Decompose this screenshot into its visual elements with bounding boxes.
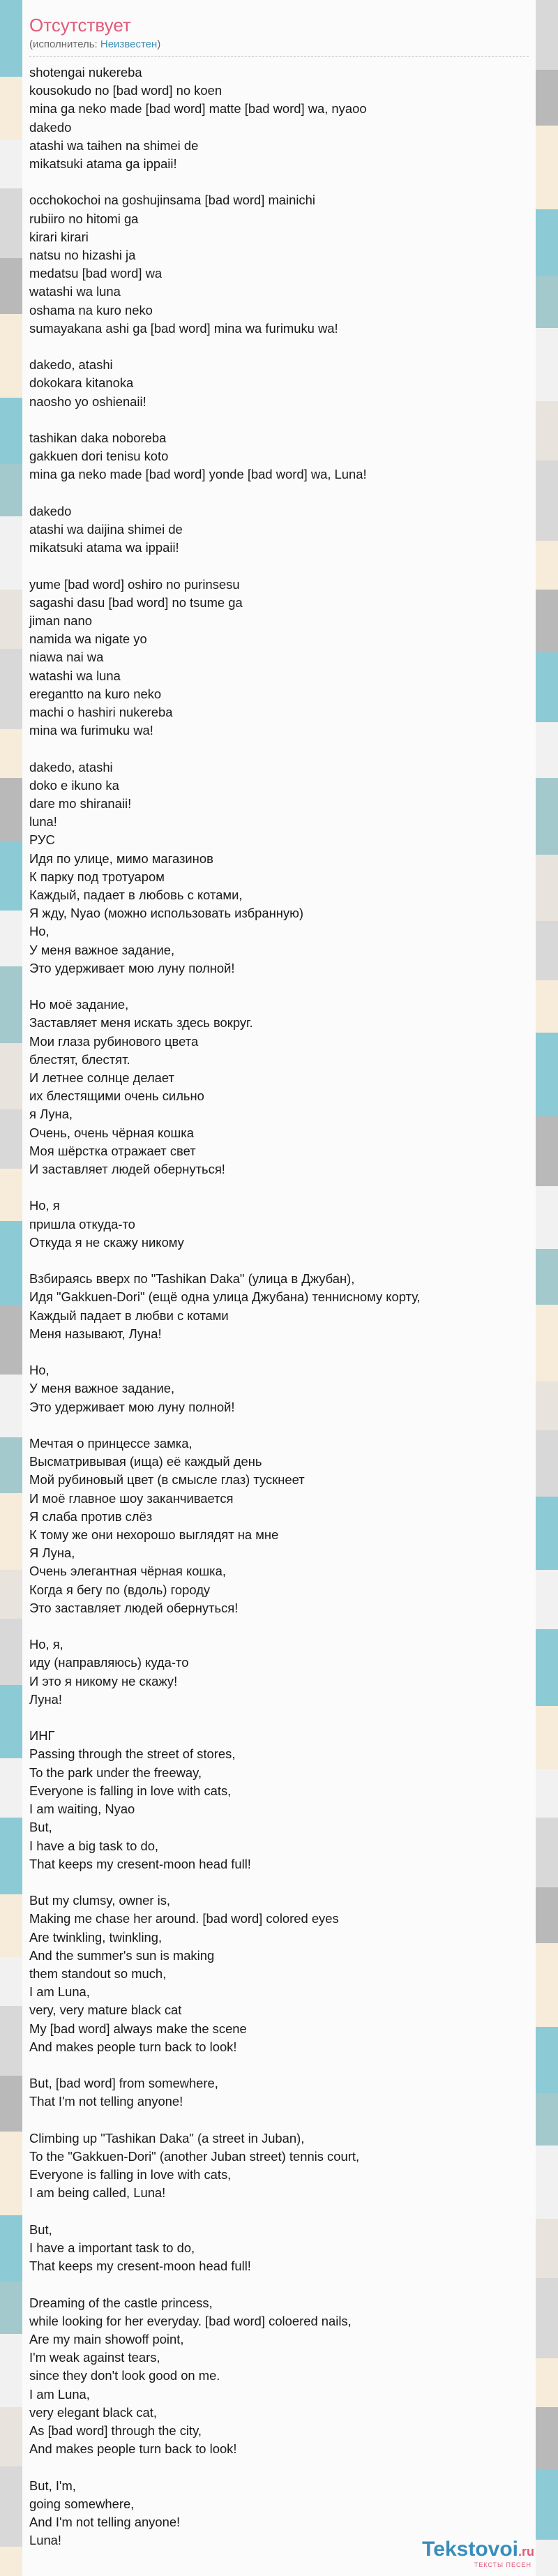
lyric-line: ИНГ <box>29 1728 55 1744</box>
lyric-line: Откуда я не скажу никому <box>29 1234 184 1250</box>
artist-link[interactable]: Неизвестен <box>100 38 158 50</box>
logo-wordmark <box>395 2538 534 2563</box>
lyric-line <box>29 1873 529 1892</box>
lyric-line: I am Luna, <box>29 1984 90 2000</box>
decorative-stripe <box>536 1381 558 1430</box>
lyric-line: watashi wa luna <box>29 668 121 683</box>
lyric-line: Очень элегантная чёрная кошка, <box>29 1564 226 1579</box>
lyric-line: mina wa furimuku wa! <box>29 723 153 738</box>
artist-line <box>29 38 529 57</box>
lyric-line: Making me chase her around. [bad word] colored eyes <box>29 1911 339 1926</box>
lyric-line: And the summer's sun is making <box>29 1947 215 1963</box>
logo-domain: .ru <box>518 2545 534 2559</box>
decorative-stripe <box>0 1957 22 2006</box>
decorative-stripe <box>0 2282 22 2334</box>
lyrics-card <box>22 0 536 2576</box>
lyric-line: Меня называют, Луна! <box>29 1326 162 1341</box>
lyric-line: doko e ikuno ka <box>29 777 119 793</box>
lyric-line: And makes people turn back to look! <box>29 2039 237 2054</box>
lyric-line: atashi wa taihen na shimei de <box>29 137 199 153</box>
decorative-stripe <box>0 77 22 140</box>
decorative-stripe <box>536 2146 558 2219</box>
lyric-line: Я Луна, <box>29 1545 75 1561</box>
lyric-line: them standout so much, <box>29 1965 167 1981</box>
decorative-stripe <box>0 2334 22 2407</box>
decorative-stripe <box>0 464 22 516</box>
decorative-stripe <box>536 1186 558 1249</box>
decorative-stripe <box>536 2093 558 2146</box>
lyric-line: mikatsuki atama ga ippaii! <box>29 156 177 172</box>
lyric-line: That keeps my cresent-moon head full! <box>29 2259 251 2274</box>
lyric-line: naosho yo oshienaii! <box>29 394 146 409</box>
lyric-line: kirari kirari <box>29 229 89 244</box>
decorative-stripe <box>0 314 22 398</box>
lyric-line: I am Luna, <box>29 2386 90 2402</box>
logo-tagline: ТЕКСТЫ ПЕСЕН <box>474 2561 531 2568</box>
artist-prefix: (исполнитель: <box>29 38 100 50</box>
lyric-line: dare mo shiranaii! <box>29 796 132 811</box>
lyric-line: niawa nai wa <box>29 650 104 665</box>
lyric-line: Когда я бегу по (вдоль) городу <box>29 1582 211 1597</box>
decorative-stripe <box>0 1758 22 1818</box>
lyric-line: Но, <box>29 924 50 939</box>
decorative-stripe <box>0 841 22 911</box>
lyric-line: To the park under the freeway, <box>29 1765 202 1780</box>
lyric-line: atashi wa daijina shimei de <box>29 522 183 537</box>
lyric-line: watashi wa luna <box>29 284 121 299</box>
lyric-line <box>29 2111 529 2129</box>
lyric-line: Взбираясь вверх по "Tashikan Daka" (улица в Джубан), <box>29 1271 355 1287</box>
lyric-line: That I'm not telling anyone! <box>29 2094 183 2109</box>
decorative-stripe <box>0 1043 22 1109</box>
lyric-line: И летнее солнце делает <box>29 1070 174 1086</box>
decorative-stripe <box>536 2540 558 2576</box>
lyric-line: Мечтая о принцессе замка, <box>29 1436 193 1451</box>
decorative-stripe <box>0 2006 22 2076</box>
decorative-stripe <box>536 921 558 980</box>
decorative-stripe <box>0 2132 22 2215</box>
lyric-line: I am waiting, Nyao <box>29 1802 135 1817</box>
decorative-stripe <box>0 1375 22 1437</box>
decorative-stripe <box>0 966 22 1043</box>
decorative-stripe <box>0 729 22 778</box>
lyric-line <box>29 1252 529 1270</box>
lyric-line: Моя шёрстка отражает свет <box>29 1143 196 1158</box>
decorative-stripe <box>0 1437 22 1493</box>
lyric-line: But, <box>29 1820 52 1835</box>
decorative-stripe <box>0 1109 22 1169</box>
lyric-line <box>29 1709 529 1727</box>
lyric-line: I am being called, Luna! <box>29 2185 166 2201</box>
decorative-stripe <box>536 276 558 328</box>
decorative-stripe <box>536 460 558 541</box>
lyric-line: while looking for her everyday. [bad word] coloered nails, <box>29 2313 352 2328</box>
lyric-line: Luna! <box>29 2533 62 2548</box>
decorative-stripe <box>536 541 558 590</box>
lyric-line: У меня важное задание, <box>29 1381 175 1396</box>
lyric-line: going somewhere, <box>29 2496 135 2511</box>
lyric-line: And I'm not telling anyone! <box>29 2514 181 2529</box>
decorative-stripe <box>536 126 558 209</box>
lyric-line: dakedo <box>29 119 72 135</box>
lyric-line: jiman nano <box>29 613 92 629</box>
lyric-line: их блестящими очень сильно <box>29 1088 204 1104</box>
decorative-stripe <box>536 980 558 1033</box>
lyric-line: I have a big task to do, <box>29 1838 159 1853</box>
lyric-line: У меня важное задание, <box>29 942 175 957</box>
lyric-line: machi o hashiri nukereba <box>29 705 173 720</box>
lyric-line: Dreaming of the castle princess, <box>29 2295 213 2310</box>
lyric-line: since they don't look good on me. <box>29 2368 220 2383</box>
decorative-stripe <box>536 1769 558 1818</box>
decorative-stripe <box>0 1570 22 1619</box>
decorative-stripe <box>536 2278 558 2358</box>
lyric-line: kousokudo no [bad word] no koen <box>29 83 223 98</box>
decorative-stripe <box>0 2466 22 2547</box>
lyric-line: dokokara kitanoka <box>29 375 134 391</box>
decorative-stripe <box>536 1249 558 1305</box>
decorative-stripe <box>536 2027 558 2093</box>
lyric-line: dakedo, atashi <box>29 759 113 774</box>
lyric-line: Каждый падает в любви с котами <box>29 1308 229 1323</box>
decorative-stripe <box>536 0 558 70</box>
lyric-line: gakkuen dori tenisu koto <box>29 449 169 464</box>
decorative-stripe <box>0 1493 22 1570</box>
decorative-stripe <box>0 649 22 729</box>
lyric-line: very elegant black cat, <box>29 2404 157 2420</box>
decorative-stripe <box>536 855 558 921</box>
decorative-stripe <box>0 258 22 314</box>
decorative-stripe <box>536 590 558 652</box>
decorative-stripe <box>0 2547 22 2576</box>
lyric-line: И заставляет людей обернуться! <box>29 1162 225 1177</box>
logo-name: Tekstovoi <box>422 2538 518 2561</box>
decorative-stripe <box>536 2407 558 2470</box>
decorative-stripe <box>536 1570 558 1629</box>
lyric-line: Everyone is falling in love with cats, <box>29 2167 232 2182</box>
lyric-line: namida wa nigate yo <box>29 631 147 647</box>
lyric-line: And makes people turn back to look! <box>29 2441 237 2457</box>
lyric-line: К парку под тротуаром <box>29 869 165 884</box>
lyric-line: Но моё задание, <box>29 997 129 1012</box>
lyric-line: Но, я <box>29 1198 60 1213</box>
lyric-line: иду (направляюсь) куда-то <box>29 1655 189 1670</box>
site-logo[interactable] <box>395 2538 534 2573</box>
lyric-line <box>29 2203 529 2221</box>
lyric-line: rubiiro no hitomi ga <box>29 211 139 226</box>
lyric-line: dakedo, atashi <box>29 357 113 373</box>
decorative-stripe <box>0 516 22 590</box>
lyric-line <box>29 411 529 429</box>
decorative-stripe <box>536 1033 558 1116</box>
right-decorative-stripes <box>536 0 558 2576</box>
lyric-line: Мой рубиновый цвет (в смысле глаз) тускнеет <box>29 1472 305 1488</box>
lyric-line: блестят, блестят. <box>29 1051 130 1067</box>
decorative-stripe <box>536 652 558 722</box>
decorative-stripe <box>0 2215 22 2282</box>
lyric-line: sumayakana ashi ga [bad word] mina wa furimuku wa! <box>29 320 338 336</box>
lyric-line: But my clumsy, owner is, <box>29 1893 170 1908</box>
lyric-line: Луна! <box>29 1691 62 1707</box>
lyric-line: yume [bad word] oshiro no purinsesu <box>29 576 240 592</box>
decorative-stripe <box>536 778 558 855</box>
lyric-line: sagashi dasu [bad word] no tsume ga <box>29 594 243 610</box>
lyric-line: Я жду, Nyao (можно использовать избранную) <box>29 906 304 921</box>
lyric-line <box>29 2458 529 2476</box>
decorative-stripe <box>536 209 558 276</box>
lyric-line: As [bad word] through the city, <box>29 2423 202 2438</box>
lyric-line: mikatsuki atama wa ippaii! <box>29 540 179 555</box>
decorative-stripe <box>536 401 558 460</box>
lyric-line: я Луна, <box>29 1107 73 1122</box>
lyrics-body <box>29 63 529 2549</box>
lyric-line: Passing through the street of stores, <box>29 1746 236 1762</box>
lyric-line <box>29 1617 529 1635</box>
lyric-line <box>29 2275 529 2293</box>
lyric-line: shotengai nukereba <box>29 65 142 80</box>
lyric-line: РУС <box>29 832 55 848</box>
lyric-line: My [bad word] always make the scene <box>29 2021 247 2036</box>
decorative-stripe <box>0 1685 22 1758</box>
lyric-line: Идя "Gakkuen-Dori" (ещё одна улица Джубана) теннисному корту, <box>29 1289 421 1305</box>
lyric-line: oshama na kuro neko <box>29 302 153 317</box>
lyric-line: пришла откуда-то <box>29 1216 135 1231</box>
decorative-stripe <box>0 398 22 464</box>
decorative-stripe <box>0 1818 22 1894</box>
lyric-line: Are my main showoff point, <box>29 2331 184 2346</box>
lyric-line <box>29 740 529 758</box>
lyric-line: tashikan daka noboreba <box>29 430 167 446</box>
lyric-line: mina ga neko made [bad word] matte [bad word] wa, nyaoo <box>29 101 367 117</box>
lyric-line <box>29 1178 529 1197</box>
lyric-line: I'm weak against tears, <box>29 2350 160 2365</box>
song-title: Отсутствует <box>29 15 131 36</box>
decorative-stripe <box>536 2358 558 2407</box>
decorative-stripe <box>536 70 558 126</box>
lyric-line: И это я никому не скажу! <box>29 1673 178 1688</box>
lyric-line: mina ga neko made [bad word] yonde [bad word] wa, Luna! <box>29 467 367 482</box>
decorative-stripe <box>536 1818 558 1887</box>
decorative-stripe <box>0 140 22 188</box>
lyric-line <box>29 2056 529 2074</box>
decorative-stripe <box>536 1887 558 1943</box>
lyric-line: medatsu [bad word] wa <box>29 266 163 281</box>
decorative-stripe <box>536 1116 558 1186</box>
decorative-stripe <box>0 188 22 258</box>
decorative-stripe <box>536 2470 558 2540</box>
lyric-line: Заставляет меня искать здесь вокруг. <box>29 1015 253 1031</box>
lyric-line: occhokochoi na goshujinsama [bad word] mainichi <box>29 193 315 208</box>
lyric-line: Are twinkling, twinkling, <box>29 1929 163 1945</box>
lyric-line: Мои глаза рубинового цвета <box>29 1033 199 1049</box>
lyric-line: Everyone is falling in love with cats, <box>29 1783 232 1798</box>
lyric-line: I have a important task to do, <box>29 2240 195 2255</box>
decorative-stripe <box>0 2407 22 2466</box>
decorative-stripe <box>0 1221 22 1305</box>
decorative-stripe <box>536 1305 558 1381</box>
lyric-line: Каждый, падает в любовь с котами, <box>29 888 243 903</box>
decorative-stripe <box>0 778 22 841</box>
lyric-line: Очень, очень чёрная кошка <box>29 1125 194 1140</box>
lyric-line: eregantto na kuro neko <box>29 686 162 701</box>
decorative-stripe <box>536 2219 558 2278</box>
decorative-stripe <box>536 328 558 401</box>
decorative-stripe <box>536 1497 558 1570</box>
decorative-stripe <box>0 1619 22 1685</box>
lyric-line: But, <box>29 2222 52 2237</box>
lyric-line: luna! <box>29 814 57 830</box>
decorative-stripe <box>0 911 22 966</box>
decorative-stripe <box>536 722 558 778</box>
lyric-line: Это заставляет людей обернуться! <box>29 1600 239 1615</box>
lyric-line: But, [bad word] from somewhere, <box>29 2076 218 2091</box>
lyric-line: Climbing up "Tashikan Daka" (a street in Juban), <box>29 2130 305 2146</box>
decorative-stripe <box>0 1169 22 1221</box>
lyric-line: Я слаба против слёз <box>29 1508 153 1524</box>
lyric-line <box>29 1416 529 1435</box>
lyric-line: Высматривывая (ища) её каждый день <box>29 1454 262 1469</box>
lyric-line: Но, я, <box>29 1637 63 1652</box>
lyric-line <box>29 1343 529 1361</box>
lyric-line: very, very mature black cat <box>29 2002 182 2018</box>
lyric-line <box>29 557 529 575</box>
lyric-line: Но, <box>29 1363 50 1378</box>
lyric-line: That keeps my cresent-moon head full! <box>29 1856 251 1871</box>
lyric-line: natsu no hizashi ja <box>29 248 136 263</box>
decorative-stripe <box>536 1706 558 1769</box>
lyric-line <box>29 173 529 191</box>
lyric-line: dakedo <box>29 503 72 518</box>
lyric-line <box>29 338 529 356</box>
decorative-stripe <box>0 0 22 77</box>
decorative-stripe <box>0 1305 22 1375</box>
lyric-line: К тому же они нехорошо выглядят на мне <box>29 1527 279 1543</box>
lyric-line: To the "Gakkuen-Dori" (another Juban street) tennis court, <box>29 2148 360 2164</box>
lyric-line <box>29 484 529 502</box>
decorative-stripe <box>536 1430 558 1497</box>
lyric-line: Это удерживает мою луну полной! <box>29 960 235 975</box>
decorative-stripe <box>0 2076 22 2132</box>
lyric-line: И моё главное шоу заканчивается <box>29 1490 234 1506</box>
lyric-line <box>29 978 529 996</box>
decorative-stripe <box>536 1943 558 2027</box>
decorative-stripe <box>0 590 22 649</box>
left-decorative-stripes <box>0 0 22 2576</box>
decorative-stripe <box>536 1629 558 1706</box>
lyric-line: Это удерживает мою луну полной! <box>29 1399 235 1414</box>
artist-suffix: ) <box>157 38 161 50</box>
lyric-line: But, I'm, <box>29 2478 76 2493</box>
decorative-stripe <box>0 1894 22 1957</box>
lyric-line: Идя по улице, мимо магазинов <box>29 851 213 866</box>
